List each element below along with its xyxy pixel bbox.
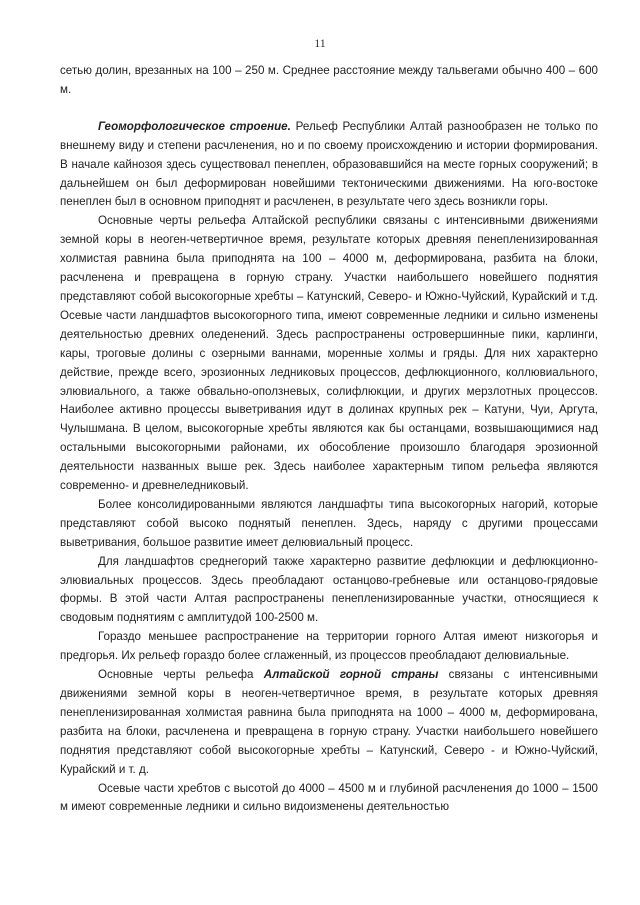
paragraph-text-before: Основные черты рельефа <box>98 668 264 682</box>
paragraph-continuation <box>60 62 598 100</box>
paragraph-highland-plateaus <box>60 496 598 553</box>
paragraph-main-features <box>60 212 598 496</box>
page-number: 11 <box>314 36 326 50</box>
emphasis-altai-mountain-country: Алтайской горной страны <box>263 668 439 682</box>
paragraph-text: Основные черты рельефа Алтайской республики связаны с интенсивными движениями земной коры в неоген-четвертичное время, результате которых древняя пенепленизированная холмистая равнина была приподнята на 100 – 4000 м, деформирована, разбита на блоки, расчленена и превращена в горную страну. Участки наибольшего новейшего поднятия представляют собой высокогорные хребты – Катунский, Северо- и Южно-Чуйский, Курайский и т.д. Осевые части ландшафтов высокогорного типа, имеют современные ледники и сильно изменены деятельностью древних оледенений. Здесь распространены островершинные пики, карлинги, кары, троговые долины с озерными ваннами, моренные холмы и гряды. Для них характерно действие, прежде всего, эрозионных ледниковых процессов, дефлюкционного, коллювиального, элювиального, а также обвально-оползневых, солифлюкции, и других мерзлотных процессов. Наиболее активно процессы выветривания идут в долинах крупных рек – Катуни, Чуи, Аргута, Чулышмана. В целом, высокогорные хребты являются как бы останцами, возвышающимися над остальными высокогорными районами, их обособление произошло благодаря эрозионной деятельности названных выше рек. Здесь наиболее характерным типом рельефа являются современно- и древнеледниковый. <box>60 214 598 493</box>
paragraph-text: Рельеф Республики Алтай разнообразен не только по внешнему виду и степени расчленения, но и по своему происхождению и истории формирования. В начале кайнозоя здесь существовал пенеплен, образовавшийся на месте горных сооружений; в дальнейшем он был деформирован новейшими тектоническими движениями. На юго-востоке пенеплен был в основном приподнят и расчленен, в результате чего здесь возникли горы. <box>60 119 598 209</box>
paragraph-text: Гораздо меньшее распространение на территории горного Алтая имеют низкогорья и предгорья. Их рельеф гораздо более сглаженный, из процессов преобладают делювиальные. <box>60 630 598 663</box>
paragraph-geomorphology <box>60 118 598 213</box>
paragraph-lowlands <box>60 628 598 666</box>
page-body <box>60 62 598 817</box>
paragraph-axial-ridges <box>60 780 598 818</box>
paragraph-text: Более консолидированными являются ландшафты типа высокогорных нагорий, которые представляют собой высоко поднятый пенеплен. Здесь, наряду с другими процессами выветривания, большое развитие имеет делювиальный процесс. <box>60 497 598 549</box>
paragraph-text: Для ландшафтов среднегорий также характерно развитие дефлюкции и дефлюкционно-элювиальных процессов. Здесь преобладают останцово-гребневые или останцово-грядовые формы. В этой части Алтая распространены пенепленизированные участки, относящиеся к сводовым поднятиям с амплитудой 100-2500 м. <box>60 554 598 625</box>
paragraph-midlands <box>60 553 598 629</box>
paragraph-text: Осевые части хребтов с высотой до 4000 – 4500 м и глубиной расчленения до 1000 – 1500 м имеют современные ледники и сильно видоизменены деятельностью <box>60 781 598 814</box>
paragraph-altai-mountain-country <box>60 666 598 779</box>
section-heading-geomorphology: Геоморфологическое строение. <box>98 119 291 133</box>
paragraph-text: связаны с интенсивными движениями земной коры в неоген-четвертичное время, в результате которых древняя пенепленизированная холмистая равнина была приподнята на 1000 – 4000 м, деформирована, разбита на блоки, расчленена и превращена в горную страну. Участки наибольшего новейшего поднятия представляют собой высокогорные хребты – Катунский, Северо - и Южно-Чуйский, Курайский и т. д. <box>60 668 598 776</box>
paragraph-text: сетью долин, врезанных на 100 – 250 м. Среднее расстояние между тальвегами обычно 400 – 600 м. <box>60 64 598 96</box>
